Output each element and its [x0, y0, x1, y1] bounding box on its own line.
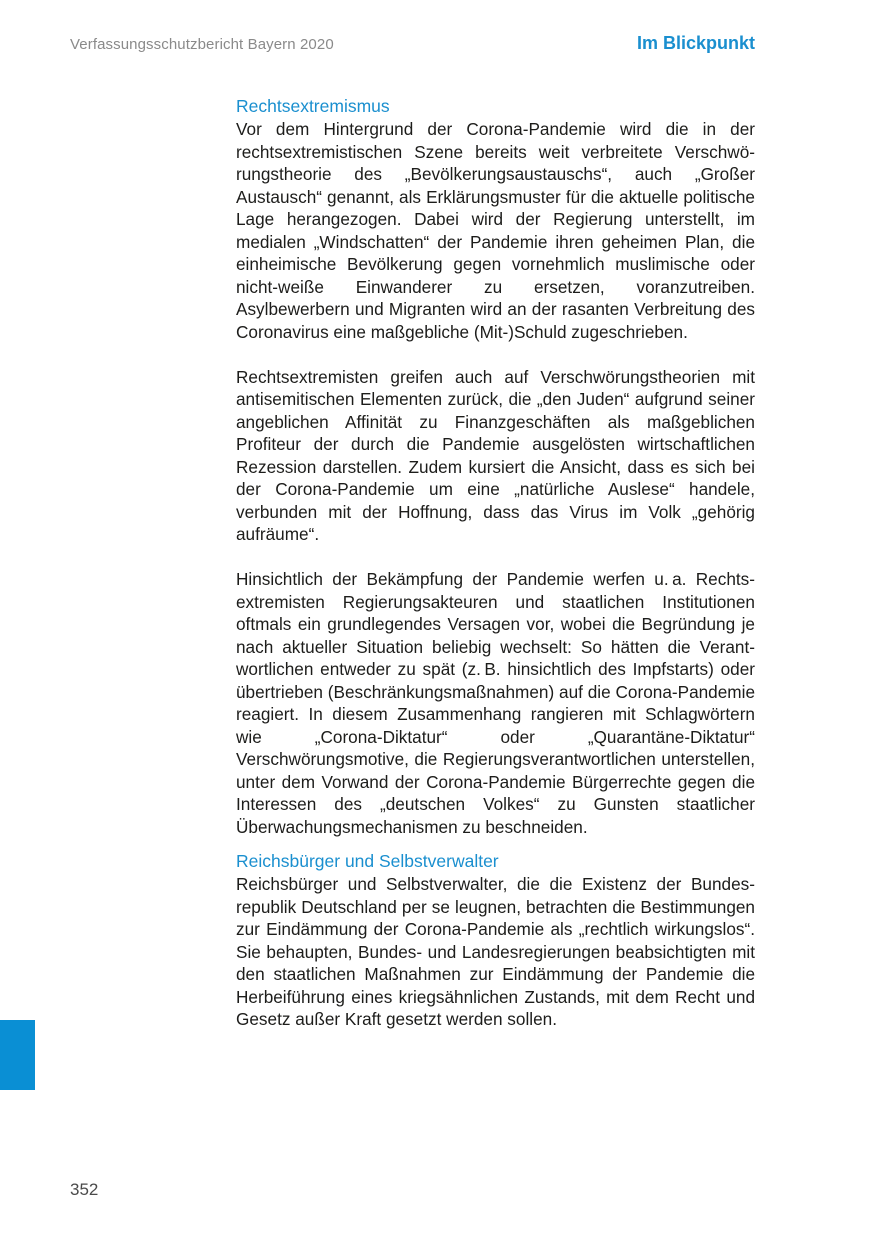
paragraph-2: Rechtsextremisten greifen auch auf Verschwörungstheorien mit antisemitischen Elementen zurück, die „den Juden“ aufgrund seiner angeblichen Affinität zu Finanzgeschäften als maßgeblichen Profiteur der durch die Pandemie ausgelösten wirtschaftlichen Rezession darstellen. Zudem kursiert die Ansicht, dass es sich bei der Corona-Pandemie um eine „natürliche Auslese“ handele, verbunden mit der Hoffnung, dass das Virus im Volk „gehörig aufräume“.: [236, 366, 755, 544]
section-title: Im Blickpunkt: [636, 33, 755, 53]
paragraph-3: Hinsichtlich der Bekämpfung der Pandemie werfen u. a. Rechtsextremisten Regierungsakteuren und staatlichen Institutionen oftmals ein grundlegendes Versagen vor, wobei die Begründung je nach aktueller Situation beliebig wechselt: So hätten die Verantwortlichen entweder zu spät (z. B. hinsichtlich des Impfstarts) oder übertrieben (Beschränkungsmaßnahmen) auf die Corona-Pandemie reagiert. In diesem Zusammenhang rangieren mit Schlagwörtern wie „Corona-Diktatur“ oder „Quarantäne-Diktatur“ Verschwörungsmotive, die Regierungsverantwortlichen unterstellen, unter dem Vorwand der Corona-Pandemie Bürgerrechte gegen die Interessen des „deutschen Volkes“ zu Gunsten staatlicher Überwachungsmechanismen zu beschneiden.: [236, 569, 755, 837]
heading-rechtsextremismus: Rechtsextremismus: [236, 96, 390, 116]
page-number: 352: [70, 1180, 99, 1199]
paragraph-4: Reichsbürger und Selbstverwalter, die die Existenz der Bundesrepublik Deutschland per se leugnen, betrachten die Bestimmungen zur Eindämmung der Corona-Pandemie als „rechtlich wirkungslos“. Sie behaupten, Bundes- und Landesregierungen beabsichtigten mit den staatlichen Maßnahmen zur Eindämmung der Pandemie die Herbeiführung eines kriegsähnlichen Zustands, mit dem Recht und Gesetz außer Kraft gesetzt werden sollen.: [236, 874, 755, 1029]
report-title: Verfassungsschutzbericht Bayern 2020: [70, 36, 334, 53]
main-content: [236, 95, 755, 1031]
heading-reichsbuerger: Reichsbürger und Selbstverwalter: [236, 851, 499, 871]
chapter-side-bar: [0, 1020, 35, 1090]
paragraph-1: Vor dem Hintergrund der Corona-Pandemie wird die in der rechtsextremistischen Szene bereits weit verbreitete Verschwörungstheorie des „Bevölkerungsaustauschs“, auch „Großer Austausch“ genannt, als Erklärungsmuster für die aktuelle politische Lage herangezogen. Dabei wird der Regierung unterstellt, im medialen „Windschatten“ der Pandemie ihren geheimen Plan, die einheimische Bevölkerung gegen vornehmlich muslimische oder nicht-weiße Einwanderer zu ersetzen, voranzutreiben. Asylbewerbern und Migranten wird an der rasanten Verbreitung des Coronavirus eine maßgebliche (Mit-)Schuld zugeschrieben.: [236, 119, 755, 342]
